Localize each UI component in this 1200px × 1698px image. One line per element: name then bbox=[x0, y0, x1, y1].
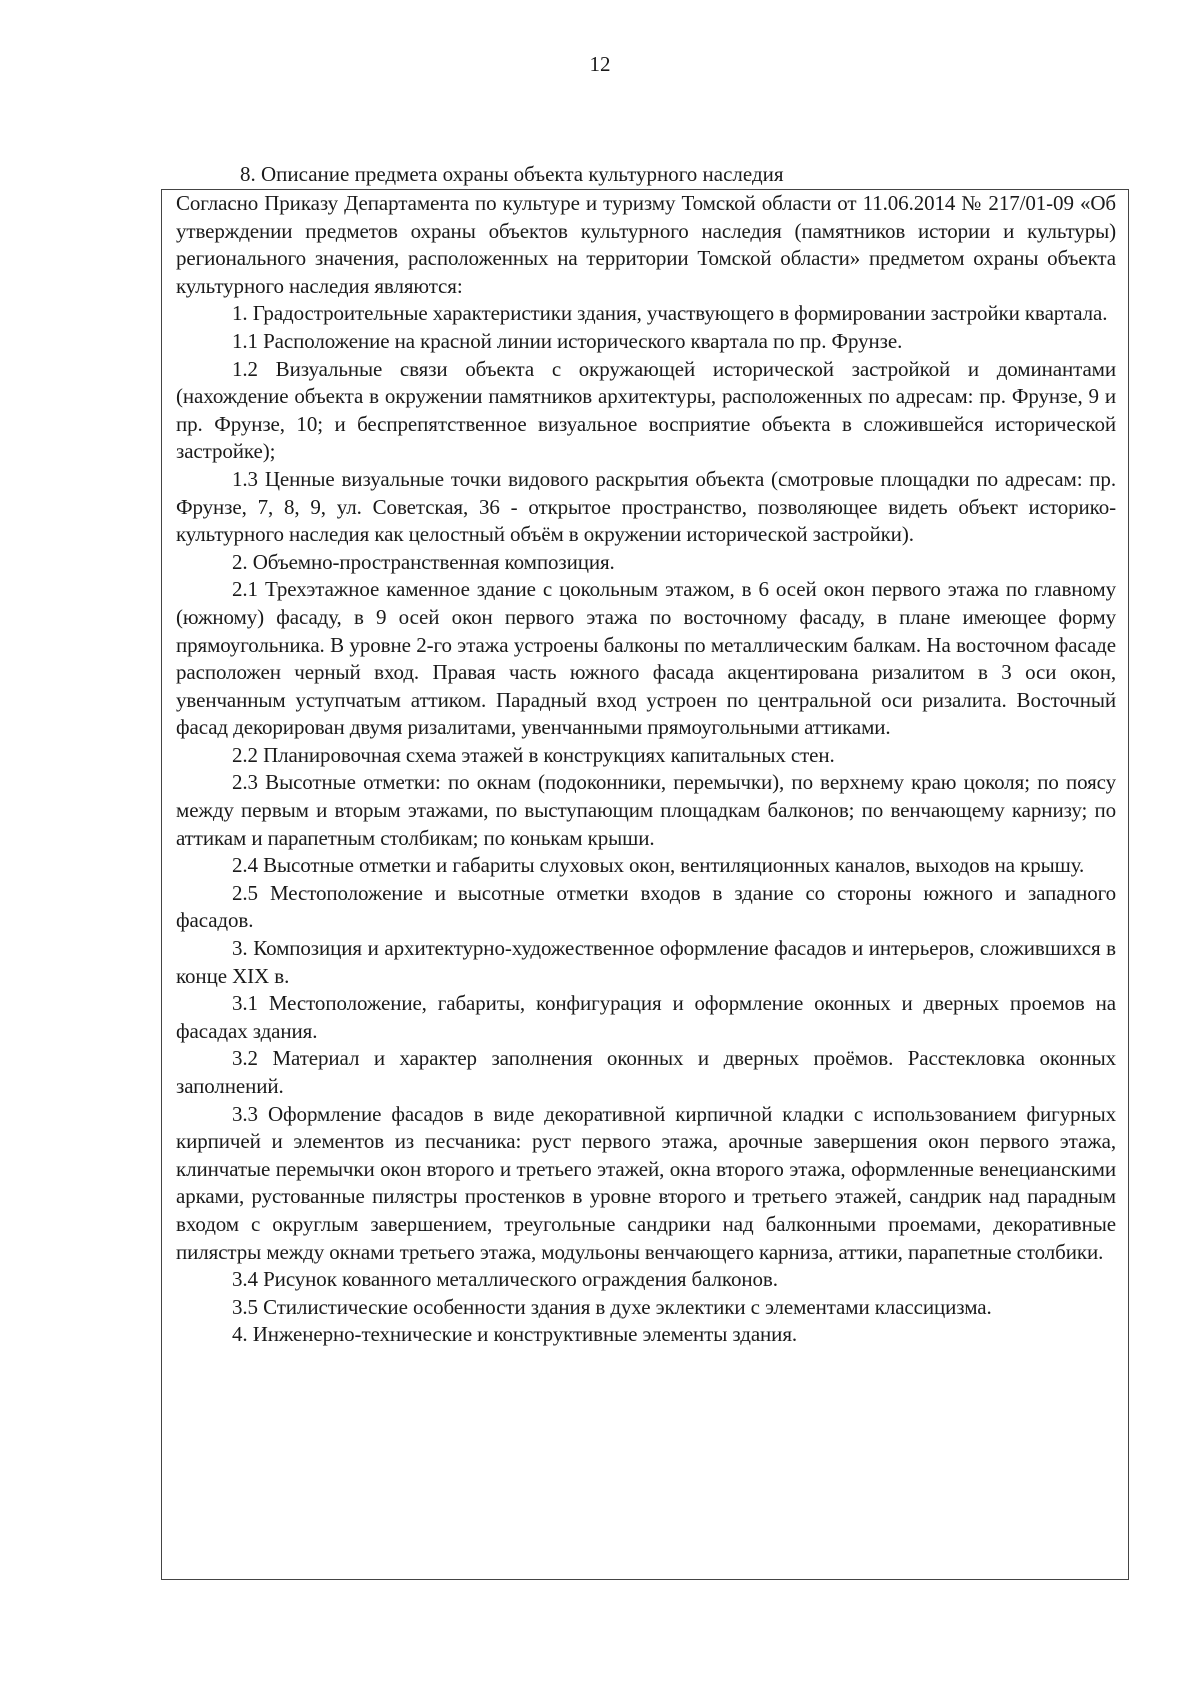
item-1-2: 1.2 Визуальные связи объекта с окружающей исторической застройкой и доминантами (нахождение объекта в окружении памятников архитектуры, расположенных по адресам: пр. Фрунзе, 9 и пр. Фрунзе, 10; и беспрепятственное визуальное восприятие объекта в сложившейся исторической застройке); bbox=[176, 356, 1116, 464]
item-3-1: 3.1 Местоположение, габариты, конфигурация и оформление оконных и дверных проемов на фасадах здания. bbox=[176, 991, 1116, 1043]
item-2-4: 2.4 Высотные отметки и габариты слуховых окон, вентиляционных каналов, выходов на крышу. bbox=[232, 853, 1085, 878]
section-heading: 8. Описание предмета охраны объекта культурного наследия bbox=[240, 162, 784, 186]
item-2-5: 2.5 Местоположение и высотные отметки входов в здание со стороны южного и западного фасадов. bbox=[176, 880, 1116, 933]
item-2-3: 2.3 Высотные отметки: по окнам (подоконники, перемычки), по верхнему краю цоколя; по поясу между первым и вторым этажами, по выступающим площадкам балконов; по венчающему карнизу; по аттикам и парапетным столбикам; по конькам крыши. bbox=[176, 770, 1116, 850]
item-1-3: 1.3 Ценные визуальные точки видового раскрытия объекта (смотровые площадки по адресам: пр. Фрунзе, 7, 8, 9, ул. Советская, 36 - открытое пространство, позволяющее видеть объект историко-культурного наследия как целостный объём в окружении исторической застройки). bbox=[176, 466, 1116, 547]
protection-subject-table-cell bbox=[161, 189, 1129, 1580]
item-3: 3. Композиция и архитектурно-художественное оформление фасадов и интерьеров, сложившихся в конце XIX в. bbox=[176, 936, 1116, 988]
item-1-1: 1.1 Расположение на красной линии исторического квартала по пр. Фрунзе. bbox=[232, 328, 903, 353]
intro-paragraph: Согласно Приказу Департамента по культуре и туризму Томской области от 11.06.2014 № 217/01-09 «Об утверждении предметов охраны объектов культурного наследия (памятников истории и культуры) регионального значения, расположенных на территории Томской области» предметом охраны объекта культурного наследия являются: bbox=[176, 191, 1116, 298]
item-3-5: 3.5 Стилистические особенности здания в духе эклектики с элементами классицизма. bbox=[232, 1294, 992, 1319]
item-3-4: 3.4 Рисунок кованного металлического ограждения балконов. bbox=[232, 1267, 778, 1292]
item-4: 4. Инженерно-технические и конструктивные элементы здания. bbox=[232, 1322, 798, 1347]
item-2-2: 2.2 Планировочная схема этажей в конструкциях капитальных стен. bbox=[232, 742, 835, 767]
item-2: 2. Объемно-пространственная композиция. bbox=[232, 549, 615, 574]
item-3-3: 3.3 Оформление фасадов в виде декоративной кирпичной кладки с использованием фигурных кирпичей и элементов из песчаника: руст первого этажа, арочные завершения окон первого этажа, клинчатые перемычки окон второго и третьего этажей, окна второго этажа, оформленные венецианскими арками, рустованные пилястры простенков в уровне второго и третьего этажей, сандрик над парадным входом с округлым завершением, треугольные сандрики над балконными проемами, декоративные пилястры между окнами третьего этажа, модульоны венчающего карниза, аттики, парапетные столбики. bbox=[176, 1101, 1116, 1264]
page-number: 12 bbox=[589, 52, 611, 76]
item-2-1: 2.1 Трехэтажное каменное здание с цокольным этажом, в 6 осей окон первого этажа по главному (южному) фасаду, в 9 осей окон первого этажа по восточному фасаду, в плане имеющее форму прямоугольника. В уровне 2-го этажа устроены балконы по металлическим балкам. На восточном фасаде расположен черный вход. Правая часть южного фасада акцентирована ризалитом в 3 оси окон, увенчанным уступчатым аттиком. Парадный вход устроен по центральной оси ризалита. Восточный фасад декорирован двумя ризалитами, увенчанными прямоугольными аттиками. bbox=[176, 577, 1116, 740]
item-3-2: 3.2 Материал и характер заполнения оконных и дверных проёмов. Расстекловка оконных заполнений. bbox=[176, 1046, 1116, 1098]
item-1: 1. Градостроительные характеристики здания, участвующего в формировании застройки квартала. bbox=[232, 301, 1108, 326]
